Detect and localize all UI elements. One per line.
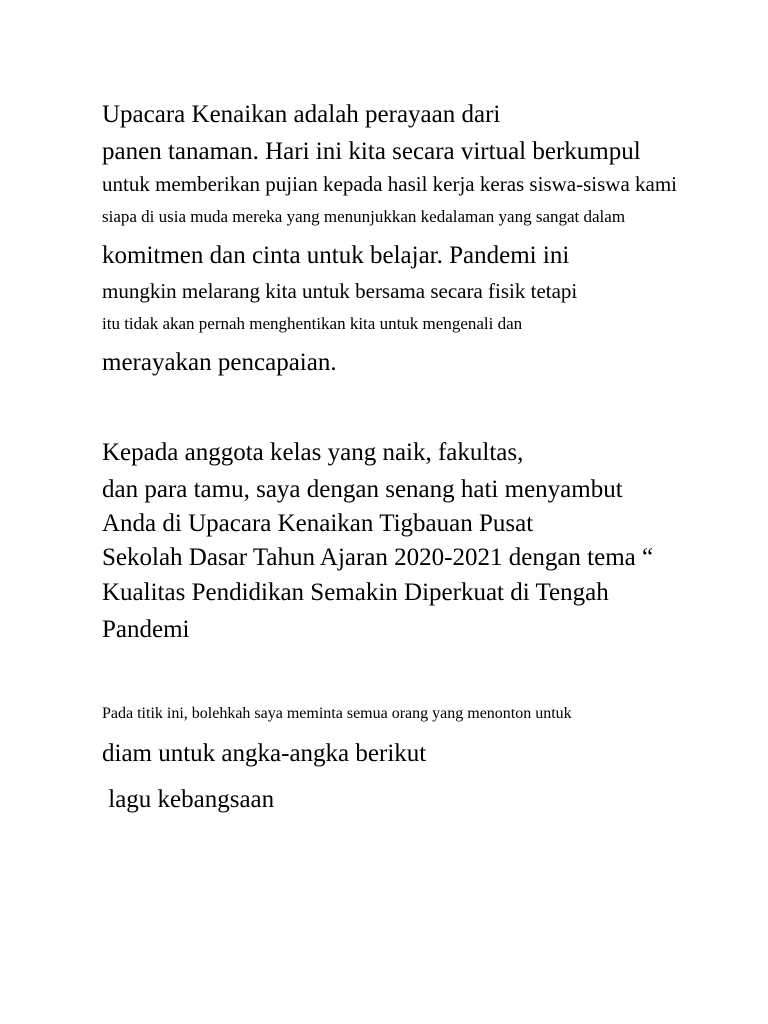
- paragraph-line: mungkin melarang kita untuk bersama secara fisik tetapi: [102, 279, 578, 303]
- paragraph-line: itu tidak akan pernah menghentikan kita untuk mengenali dan: [102, 314, 523, 333]
- paragraph-line: lagu kebangsaan: [102, 786, 275, 813]
- paragraph-line: merayakan pencapaian.: [102, 349, 337, 376]
- paragraph-line: Upacara Kenaikan adalah perayaan dari: [102, 101, 501, 128]
- paragraph-line: Pada titik ini, bolehkah saya meminta semua orang yang menonton untuk: [102, 705, 572, 722]
- paragraph-line: diam untuk angka-angka berikut: [102, 740, 427, 767]
- paragraph-line: Kualitas Pendidikan Semakin Diperkuat di Tengah: [102, 579, 609, 606]
- paragraph-line: Anda di Upacara Kenaikan Tigbauan Pusat: [102, 510, 534, 537]
- paragraph-line: untuk memberikan pujian kepada hasil kerja keras siswa-siswa kami: [102, 172, 677, 196]
- paragraph-line: Sekolah Dasar Tahun Ajaran 2020-2021 dengan tema “: [102, 544, 654, 571]
- paragraph-line: Kepada anggota kelas yang naik, fakultas,: [102, 439, 524, 466]
- paragraph-line: komitmen dan cinta untuk belajar. Pandemi ini: [102, 242, 570, 269]
- paragraph-line: siapa di usia muda mereka yang menunjukkan kedalaman yang sangat dalam: [102, 207, 626, 226]
- paragraph-line: dan para tamu, saya dengan senang hati menyambut: [102, 476, 623, 503]
- paragraph-line: Pandemi: [102, 616, 190, 643]
- paragraph-line: panen tanaman. Hari ini kita secara virtual berkumpul: [102, 138, 641, 165]
